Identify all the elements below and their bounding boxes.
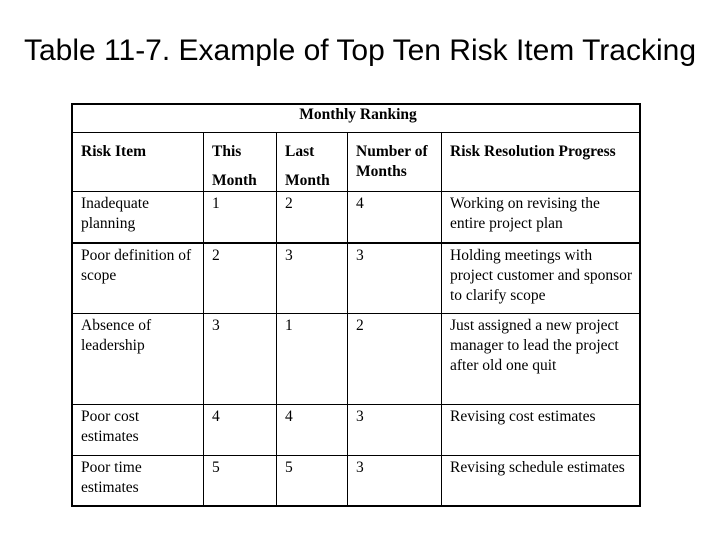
resolution-progress-header-text: Risk Resolution Progress bbox=[450, 143, 616, 160]
table-row bbox=[73, 243, 640, 314]
last-month-cell: 3 bbox=[277, 243, 348, 314]
last-month-header-line-2: Month bbox=[285, 172, 330, 189]
last-month-header bbox=[277, 133, 348, 192]
this-month-cell: 4 bbox=[204, 405, 277, 456]
resolution-progress-cell: Just assigned a new project manager to lead the project after old one quit bbox=[442, 314, 640, 405]
risk-item-cell: Poor cost estimates bbox=[73, 405, 204, 456]
table-row bbox=[73, 405, 640, 456]
resolution-progress-cell: Revising cost estimates bbox=[442, 405, 640, 456]
number-of-months-header-text: Number of Months bbox=[356, 143, 428, 180]
number-of-months-cell: 2 bbox=[348, 314, 442, 405]
this-month-cell: 3 bbox=[204, 314, 277, 405]
table-row bbox=[73, 192, 640, 243]
resolution-progress-cell: Holding meetings with project customer and sponsor to clarify scope bbox=[442, 243, 640, 314]
risk-item-cell: Poor definition of scope bbox=[73, 243, 204, 314]
last-month-cell: 5 bbox=[277, 456, 348, 506]
column-header-row bbox=[73, 133, 640, 192]
this-month-cell: 5 bbox=[204, 456, 277, 506]
this-month-header bbox=[204, 133, 277, 192]
table-row bbox=[73, 314, 640, 405]
last-month-cell: 2 bbox=[277, 192, 348, 243]
last-month-header-line-1: Last bbox=[285, 143, 315, 160]
last-month-cell: 4 bbox=[277, 405, 348, 456]
risk-item-cell: Inadequate planning bbox=[73, 192, 204, 243]
number-of-months-cell: 3 bbox=[348, 405, 442, 456]
number-of-months-cell: 3 bbox=[348, 243, 442, 314]
table-row bbox=[73, 456, 640, 506]
risk-item-cell: Poor time estimates bbox=[73, 456, 204, 506]
risk-item-header bbox=[73, 133, 204, 192]
group-header-row bbox=[73, 105, 640, 133]
this-month-cell: 1 bbox=[204, 192, 277, 243]
number-of-months-cell: 3 bbox=[348, 456, 442, 506]
resolution-progress-cell: Working on revising the entire project plan bbox=[442, 192, 640, 243]
monthly-ranking-header: Monthly Ranking bbox=[73, 105, 640, 133]
this-month-header-line-2: Month bbox=[212, 172, 257, 189]
slide-title: Table 11-7. Example of Top Ten Risk Item Tracking bbox=[24, 34, 696, 67]
risk-tracking-table bbox=[72, 104, 640, 506]
this-month-cell: 2 bbox=[204, 243, 277, 314]
risk-item-header-text: Risk Item bbox=[81, 143, 147, 160]
number-of-months-cell: 4 bbox=[348, 192, 442, 243]
resolution-progress-cell: Revising schedule estimates bbox=[442, 456, 640, 506]
last-month-cell: 1 bbox=[277, 314, 348, 405]
number-of-months-header bbox=[348, 133, 442, 192]
this-month-header-line-1: This bbox=[212, 143, 242, 160]
risk-item-cell: Absence of leadership bbox=[73, 314, 204, 405]
resolution-progress-header bbox=[442, 133, 640, 192]
